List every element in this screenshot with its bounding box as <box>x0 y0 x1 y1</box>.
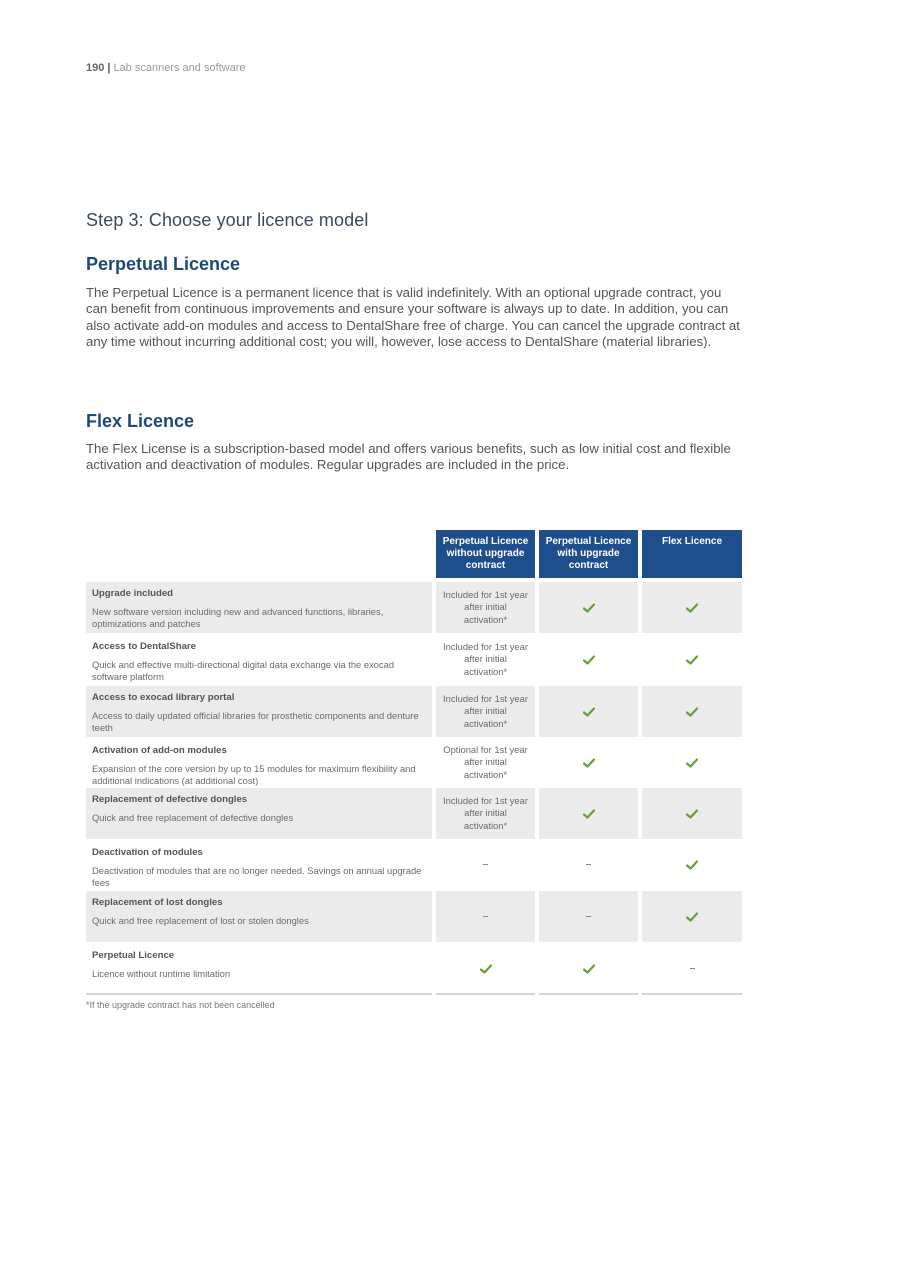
value-cell <box>436 686 535 737</box>
feature-cell <box>86 788 432 839</box>
feature-cell <box>86 582 432 633</box>
value-cell <box>539 635 638 684</box>
check-icon <box>583 603 595 613</box>
feature-description: New software version including new and advanced functions, libraries, optimizations and patches <box>92 606 384 629</box>
dash-icon <box>690 968 695 969</box>
feature-cell <box>86 635 432 684</box>
feature-description: Deactivation of modules that are no longer needed. Savings on annual upgrade fees <box>92 865 422 888</box>
table-row <box>86 739 742 786</box>
header-section: Lab scanners and software <box>113 62 246 74</box>
value-cell <box>436 944 535 993</box>
table-bottom-rule <box>642 993 742 995</box>
value-cell <box>539 582 638 633</box>
feature-title: Activation of add-on modules <box>92 745 227 756</box>
check-icon <box>686 809 698 819</box>
feature-description: Access to daily updated official libraries for prosthetic components and denture teeth <box>92 710 419 733</box>
dash-icon <box>483 916 488 917</box>
feature-description: Licence without runtime limitation <box>92 968 231 979</box>
feature-title: Access to DentalShare <box>92 641 196 652</box>
table-row <box>86 788 742 839</box>
value-cell <box>539 686 638 737</box>
check-icon <box>583 809 595 819</box>
footnote: *If the upgrade contract has not been cancelled <box>86 1000 275 1010</box>
check-icon <box>686 707 698 717</box>
feature-title: Deactivation of modules <box>92 847 203 858</box>
flex-body: The Flex License is a subscription-based model and offers various benefits, such as low initial cost and flexible activation and deactivation of modules. Regular upgrades are included in the price. <box>86 441 731 473</box>
table-row <box>86 686 742 737</box>
value-text: Optional for 1st year after initial activation* <box>443 744 528 780</box>
feature-description: Quick and free replacement of defective dongles <box>92 812 294 823</box>
feature-title: Upgrade included <box>92 588 174 599</box>
dash-icon <box>586 864 591 865</box>
value-cell <box>436 582 535 633</box>
value-cell <box>436 739 535 786</box>
running-header <box>86 62 246 74</box>
table-row <box>86 582 742 633</box>
page-number: 190 <box>86 62 105 74</box>
step-title: Step 3: Choose your licence model <box>86 210 369 230</box>
feature-description: Quick and effective multi-directional digital data exchange via the exocad software platform <box>92 659 395 682</box>
check-icon <box>686 860 698 870</box>
value-cell <box>539 841 638 888</box>
dash-icon <box>586 916 591 917</box>
value-text: Included for 1st year after initial activation* <box>443 693 528 729</box>
value-cell <box>436 635 535 684</box>
check-icon <box>583 707 595 717</box>
value-cell <box>642 739 742 786</box>
value-cell <box>436 841 535 888</box>
value-cell <box>539 944 638 993</box>
check-icon <box>583 964 595 974</box>
value-cell <box>642 841 742 888</box>
table-row <box>86 891 742 942</box>
check-icon <box>686 758 698 768</box>
check-icon <box>480 964 492 974</box>
feature-title: Access to exocad library portal <box>92 692 235 703</box>
feature-cell <box>86 944 432 993</box>
value-cell <box>436 891 535 942</box>
value-cell <box>539 891 638 942</box>
column-header-flex: Flex Licence <box>642 530 742 578</box>
value-cell <box>539 739 638 786</box>
value-cell <box>642 788 742 839</box>
value-cell <box>642 582 742 633</box>
feature-cell <box>86 841 432 888</box>
table-row <box>86 841 742 888</box>
perpetual-heading: Perpetual Licence <box>86 254 241 274</box>
feature-title: Replacement of lost dongles <box>92 897 223 908</box>
feature-description: Quick and free replacement of lost or stolen dongles <box>92 915 309 926</box>
column-header-perpetual-no-upgrade: Perpetual Licence without upgrade contract <box>436 530 535 578</box>
value-cell <box>539 788 638 839</box>
check-icon <box>583 655 595 665</box>
column-header-perpetual-with-upgrade: Perpetual Licence with upgrade contract <box>539 530 638 578</box>
value-cell <box>642 944 742 993</box>
header-separator: | <box>107 62 111 74</box>
table-row <box>86 944 742 993</box>
check-icon <box>583 758 595 768</box>
table-row <box>86 635 742 684</box>
feature-title: Perpetual Licence <box>92 950 175 961</box>
dash-icon <box>483 864 488 865</box>
perpetual-body: The Perpetual Licence is a permanent licence that is valid indefinitely. With an optional upgrade contract, you can benefit from continuous improvements and ensure your software is always up to date. In addition, you can also activate add-on modules and access to DentalShare free of charge. You can cancel the upgrade contract at any time without incurring additional cost; you will, however, lose access to DentalShare (material libraries). <box>86 285 740 350</box>
check-icon <box>686 655 698 665</box>
flex-heading: Flex Licence <box>86 411 195 431</box>
feature-cell <box>86 891 432 942</box>
feature-title: Replacement of defective dongles <box>92 794 248 805</box>
table-bottom-rule <box>539 993 638 995</box>
value-cell <box>436 788 535 839</box>
table-bottom-rule <box>86 993 432 995</box>
value-cell <box>642 686 742 737</box>
feature-cell <box>86 739 432 786</box>
check-icon <box>686 603 698 613</box>
check-icon <box>686 912 698 922</box>
value-text: Included for 1st year after initial activation* <box>443 795 528 831</box>
value-cell <box>642 635 742 684</box>
table-bottom-rule <box>436 993 535 995</box>
value-cell <box>642 891 742 942</box>
feature-cell <box>86 686 432 737</box>
feature-description: Expansion of the core version by up to 15 modules for maximum flexibility and additional indications (at additional cost) <box>92 763 416 786</box>
value-text: Included for 1st year after initial activation* <box>443 641 528 677</box>
value-text: Included for 1st year after initial activation* <box>443 589 528 625</box>
